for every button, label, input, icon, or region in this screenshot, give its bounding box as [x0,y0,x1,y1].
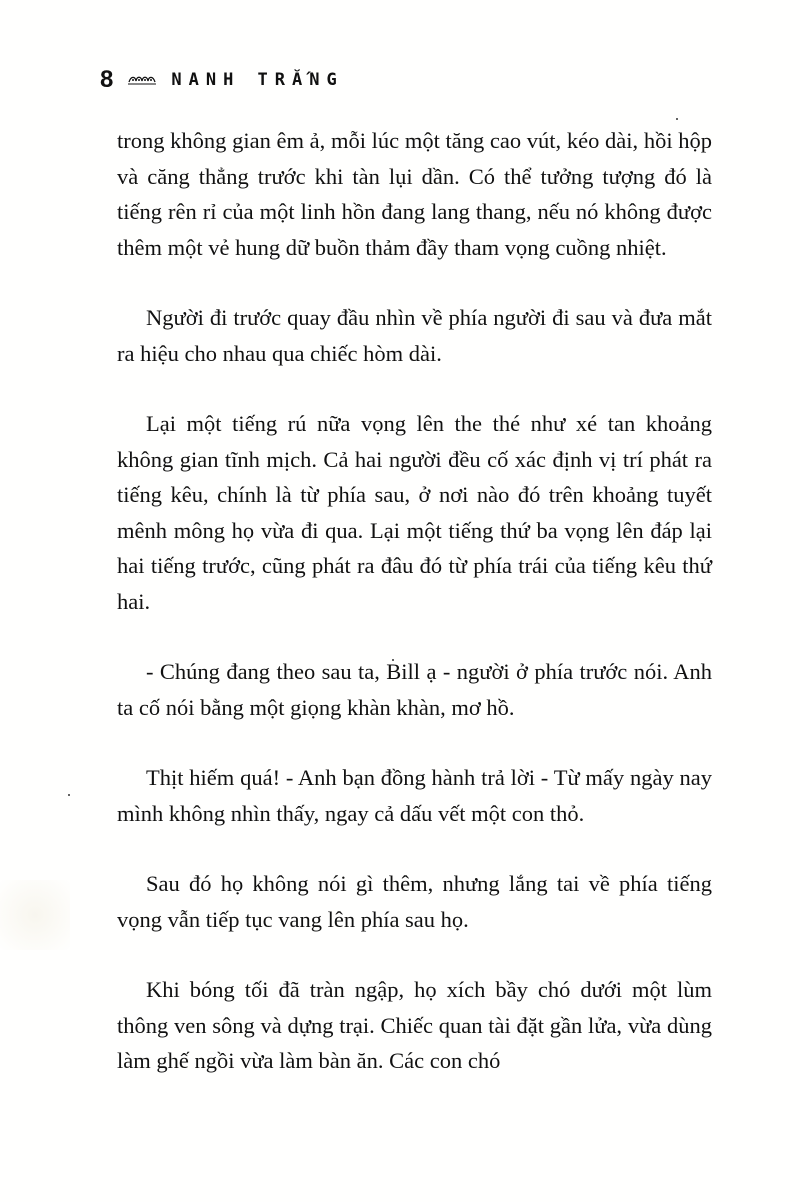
book-title: NANH TRẮNG [171,69,344,90]
paragraph: Lại một tiếng rú nữa vọng lên the thé như xé tan khoảng không gian tĩnh mịch. Cả hai người đều cố xác định vị trí phát ra tiếng kêu, chính là từ phía sau, ở nơi nào đó trên khoảng tuyết mênh mông họ vừa đi qua. Lại một tiếng thứ ba vọng lên đáp lại hai tiếng trước, cũng phát ra đâu đó từ phía trái của tiếng kêu thứ hai. [117,411,712,614]
page-number: 8 [100,66,114,93]
paragraph: trong không gian êm ả, mỗi lúc một tăng cao vút, kéo dài, hồi hộp và căng thẳng trước khi tàn lụi dần. Có thể tưởng tượng đó là tiếng rên rỉ của một linh hồn đang lang thang, nếu nó không được thêm một vẻ hung dữ buồn thảm đầy tham vọng cuồng nhiệt. [117,128,712,260]
floral-ornament-icon [127,73,157,87]
paragraph: Người đi trước quay đầu nhìn về phía người đi sau và đưa mắt ra hiệu cho nhau qua chiếc hòm dài. [117,305,712,366]
paragraph: - Chúng đang theo sau ta, Bill ạ - người ở phía trước nói. Anh ta cố nói bằng một giọng khàn khàn, mơ hồ. [117,659,712,720]
running-header [100,62,344,98]
body-text [117,123,712,1115]
scan-speck [676,118,678,120]
scan-smudge [0,880,70,950]
scan-speck [68,794,70,796]
paragraph: Thịt hiếm quá! - Anh bạn đồng hành trả lời - Từ mấy ngày nay mình không nhìn thấy, ngay cả dấu vết một con thỏ. [117,765,712,826]
paragraph: Sau đó họ không nói gì thêm, nhưng lắng tai về phía tiếng vọng vẫn tiếp tục vang lên phía sau họ. [117,871,712,932]
paragraph: Khi bóng tối đã tràn ngập, họ xích bầy chó dưới một lùm thông ven sông và dựng trại. Chiếc quan tài đặt gần lửa, vừa dùng làm ghế ngồi vừa làm bàn ăn. Các con chó [117,977,712,1073]
